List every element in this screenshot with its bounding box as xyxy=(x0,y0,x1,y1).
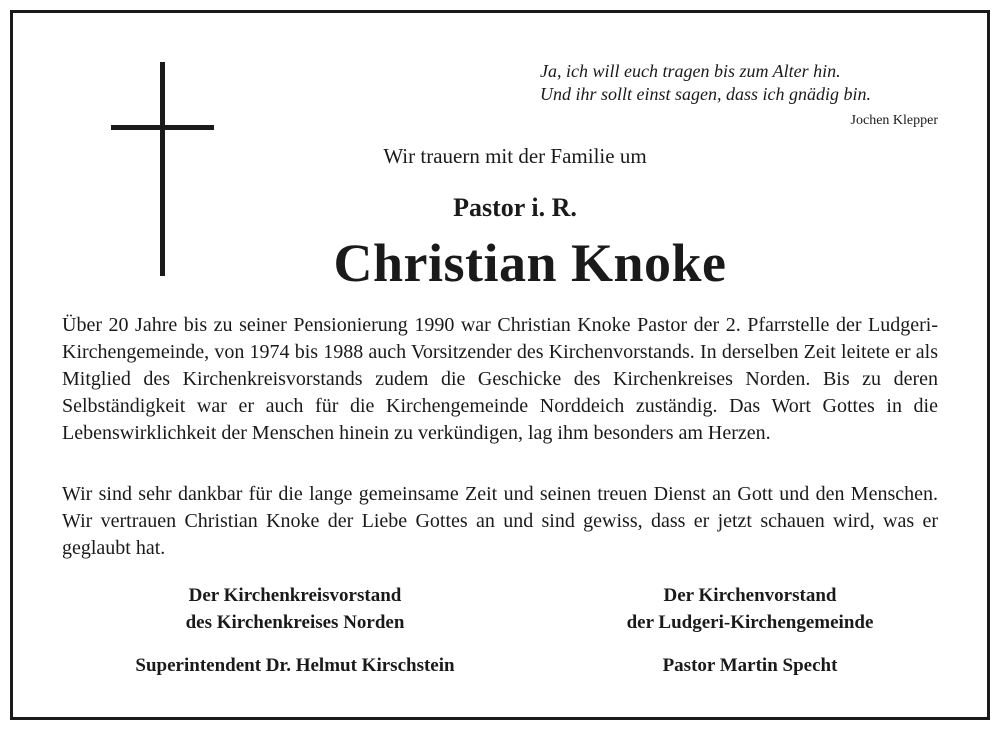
signature-church-board xyxy=(560,582,940,679)
signature-church-district-board xyxy=(95,582,495,679)
signature-line-1: Der Kirchenvorstand xyxy=(663,585,837,606)
intro-text: Wir trauern mit der Familie um xyxy=(383,144,647,168)
deceased-title: Pastor i. R. xyxy=(453,193,577,222)
signature-line-1: Der Kirchenkreisvorstand xyxy=(188,585,402,606)
gratitude-paragraph: Wir sind sehr dankbar für die lange gemeinsame Zeit und seinen treuen Dienst an Gott und den Menschen. Wir vertrauen Christian Knoke der Liebe Gottes an und sind gewiss, dass er jetzt schauen wird, was er geglaubt hat. xyxy=(62,483,938,559)
deceased-name: Christian Knoke xyxy=(333,233,727,293)
signature-line-2: der Ludgeri-Kirchengemeinde xyxy=(626,612,874,633)
quote-line-1: Ja, ich will euch tragen bis zum Alter hin. xyxy=(540,61,841,81)
signature-person: Superintendent Dr. Helmut Kirschstein xyxy=(135,655,455,676)
signature-person: Pastor Martin Specht xyxy=(662,655,838,676)
quote-author: Jochen Klepper xyxy=(850,113,938,128)
signature-line-2: des Kirchenkreises Norden xyxy=(185,612,405,633)
quote-line-2: Und ihr sollt einst sagen, dass ich gnädig bin. xyxy=(540,84,872,104)
biography-paragraph: Über 20 Jahre bis zu seiner Pensionierung 1990 war Christian Knoke Pastor der 2. Pfarrstelle der Ludgeri-Kirchengemeinde, von 1974 bis 1988 auch Vorsitzender des Kirchenvorstands. In derselben Zeit leitete er als Mitglied des Kirchenkreisvorstands zudem die Geschicke des Kirchenkreises Norden. Bis zu deren Selbständigkeit war er auch für die Kirchengemeinde Norddeich zuständig. Das Wort Gottes in die Lebenswirklichkeit der Menschen hinein zu verkündigen, lag ihm besonders am Herzen. xyxy=(62,314,938,444)
bible-quote xyxy=(540,60,940,106)
